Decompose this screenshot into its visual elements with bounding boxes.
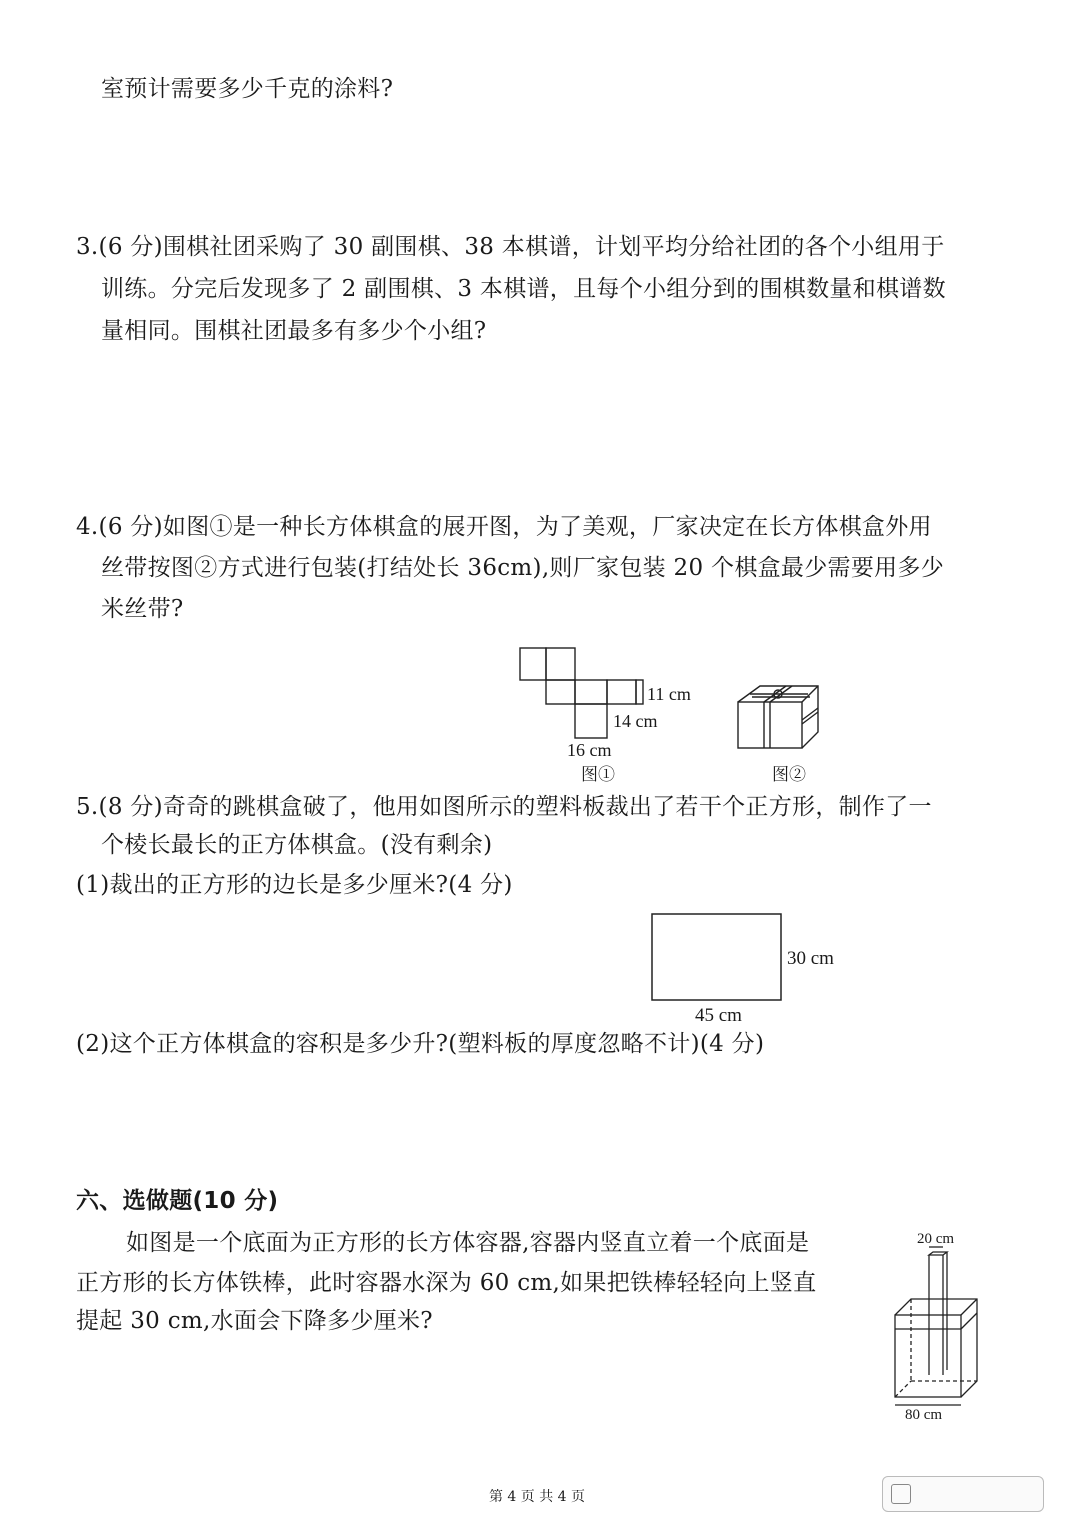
q5-sub-1: (1)裁出的正方形的边长是多少厘米?(4 分) bbox=[76, 872, 513, 898]
q5-figure-board bbox=[645, 906, 855, 1026]
q4-figure-1-net bbox=[505, 640, 725, 790]
q4-figure-2-wrapped-box bbox=[730, 678, 840, 790]
q4-line-1: 4.(6 分)如图①是一种长方体棋盒的展开图，为了美观，厂家决定在长方体棋盒外用 bbox=[76, 514, 932, 540]
q4-fig1-dim-a: 11 cm bbox=[647, 684, 691, 704]
s6-fig-bottom-label: 80 cm bbox=[905, 1407, 943, 1423]
q5-fig-height-label: 30 cm bbox=[787, 948, 834, 969]
overlay-toolbar-badge[interactable] bbox=[882, 1476, 1044, 1512]
q5-line-2: 个棱长最长的正方体棋盒。(没有剩余) bbox=[101, 832, 493, 858]
section-6-line-2: 正方形的长方体铁棒，此时容器水深为 60 cm,如果把铁棒轻轻向上竖直 bbox=[76, 1270, 817, 1296]
s6-fig-top-label: 20 cm bbox=[917, 1231, 955, 1247]
q5-line-1: 5.(8 分)奇奇的跳棋盒破了，他用如图所示的塑料板裁出了若干个正方形，制作了一 bbox=[76, 794, 932, 820]
section-6-figure-container bbox=[885, 1225, 995, 1423]
checkbox-icon[interactable] bbox=[891, 1484, 911, 1504]
section-6-title: 六、选做题(10 分) bbox=[76, 1188, 279, 1214]
q4-fig2-caption: 图② bbox=[772, 765, 806, 784]
q2-tail-text: 室预计需要多少千克的涂料? bbox=[101, 76, 394, 102]
q4-line-2: 丝带按图②方式进行包装(打结处长 36cm),则厂家包装 20 个棋盒最少需要用多少 bbox=[101, 555, 945, 581]
q3-line-1: 3.(6 分)围棋社团采购了 30 副围棋、38 本棋谱，计划平均分给社团的各个小组用于 bbox=[76, 234, 945, 260]
q4-fig1-dim-c: 16 cm bbox=[567, 740, 612, 760]
q4-line-3: 米丝带? bbox=[101, 596, 184, 622]
q5-sub-2: (2)这个正方体棋盒的容积是多少升?(塑料板的厚度忽略不计)(4 分) bbox=[76, 1031, 765, 1057]
q4-fig1-caption: 图① bbox=[581, 765, 615, 784]
section-6-line-1: 如图是一个底面为正方形的长方体容器,容器内竖直立着一个底面是 bbox=[126, 1230, 810, 1256]
q3-line-3: 量相同。围棋社团最多有多少个小组? bbox=[101, 318, 487, 344]
q5-fig-width-label: 45 cm bbox=[695, 1005, 742, 1026]
page-footer: 第 4 页 共 4 页 bbox=[488, 1489, 586, 1505]
q3-line-2: 训练。分完后发现多了 2 副围棋、3 本棋谱，且每个小组分到的围棋数量和棋谱数 bbox=[101, 276, 946, 302]
section-6-line-3: 提起 30 cm,水面会下降多少厘米? bbox=[76, 1308, 433, 1334]
q4-fig1-dim-b: 14 cm bbox=[613, 711, 658, 731]
